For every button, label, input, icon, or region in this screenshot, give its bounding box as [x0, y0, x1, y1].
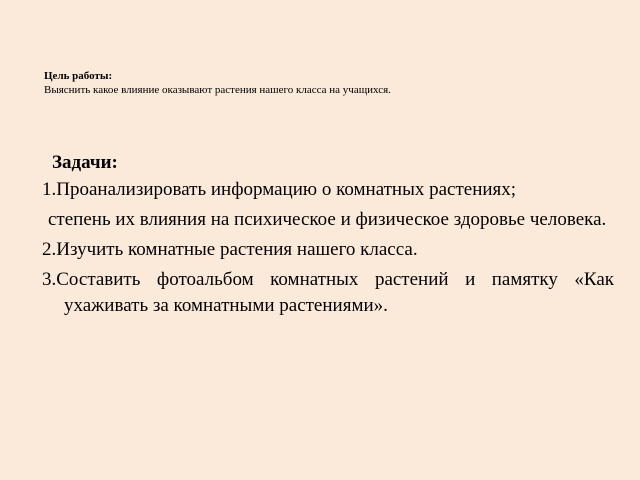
task-item-1: 1.Проанализировать информацию о комнатных растениях;	[42, 179, 517, 200]
task-item-3: 3.Составить фотоальбом комнатных растений и памятку «Как ухаживать за комнатными растениями».	[42, 269, 614, 316]
goal-heading: Цель работы:	[44, 70, 113, 82]
tasks-block	[42, 150, 614, 323]
goal-text: Выяснить какое влияние оказывают растения нашего класса на учащихся.	[44, 84, 391, 96]
task-item-2: 2.Изучить комнатные растения нашего класса.	[42, 239, 418, 260]
goal-block	[44, 69, 604, 97]
task-item-1-continuation: степень их влияния на психическое и физическое здоровье человека.	[48, 209, 607, 230]
tasks-heading: Задачи:	[52, 152, 118, 173]
